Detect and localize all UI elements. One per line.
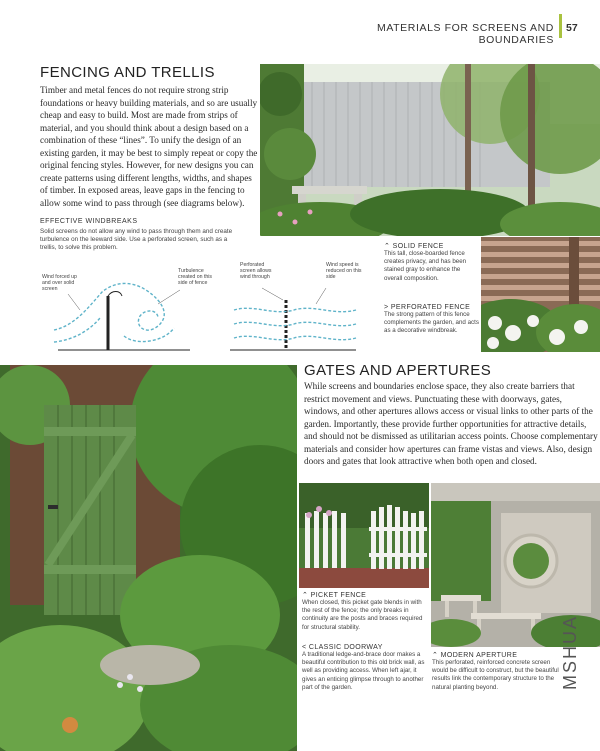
perforated-screen-diagram bbox=[230, 300, 356, 350]
solid-screen-diagram bbox=[54, 283, 190, 350]
gates-body-text: While screens and boundaries enclose space, they also create barriers that restrict movement and views. Punctuating these with doorways, gates, windows, and other apertures allows access or visual links to other parts of the garden. Importantly, these provide further opportunities for attractive details, and should not be dismissed as utilitarian access points. Choose complementary materials and consider how apertures can frame vistas and views. Also, design doors and gates that look attractive when both open and closed. bbox=[304, 381, 598, 466]
caption-solid-fence-text: This tall, close-boarded fence creates privacy, and has been stained gray to enhance the overall composition. bbox=[384, 250, 467, 282]
caption-classic-doorway-title bbox=[302, 644, 426, 651]
diagram-label-reduced: Wind speed is reduced on this side bbox=[326, 262, 362, 280]
running-header-title: MATERIALS FOR SCREENS AND BOUNDARIES bbox=[376, 22, 554, 46]
perforated-fence-photo bbox=[481, 237, 600, 352]
caption-perforated-fence-text: The strong pattern of this fence complements the garden, and acts as a decorative windbreak. bbox=[384, 311, 479, 335]
fencing-body-text: Timber and metal fences do not require strong strip foundations or heavy building materials, and so are usually cheap and easy to build. Most are made from strips of material, and you should think about a design based on a combination of these “lines”. To unify the design of an existing garden, it may be best to simply repeat or copy the original fencing styles. However, for new designs you can create patterns using different lengths, widths, and shapes of timber. In exposed areas, leave gaps in the fencing to allow some wind to pass through (see diagrams below). bbox=[40, 85, 258, 208]
caption-perforated-fence bbox=[384, 304, 480, 336]
caption-modern-aperture-title-text: MODERN APERTURE bbox=[440, 652, 518, 659]
diagram-label-turbulence: Turbulence created on this side of fence bbox=[178, 268, 213, 286]
picket-fence-photo bbox=[299, 483, 429, 588]
diagram-label-perforated: Perforated screen allows wind through bbox=[240, 262, 272, 280]
fencing-heading: FENCING AND TRELLIS bbox=[40, 64, 215, 81]
diagram-label-wind-forced: Wind forced up and over solid screen bbox=[42, 274, 77, 292]
windbreaks-heading: EFFECTIVE WINDBREAKS bbox=[40, 218, 138, 225]
caption-solid-fence-title bbox=[384, 242, 480, 250]
caption-picket-fence bbox=[302, 591, 426, 632]
caption-perforated-fence-title bbox=[384, 304, 480, 311]
caption-solid-fence-title-text: SOLID FENCE bbox=[392, 243, 444, 250]
caption-modern-aperture-text: This perforated, reinforced concrete screen would be difficult to construct, but the beautiful results link the contemporary structure to the natural planting beyond. bbox=[432, 659, 559, 691]
caption-picket-fence-text: When closed, this picket gate blends in with the rest of the fence; the only breaks in continuity are the posts and braces required for structural stability. bbox=[302, 599, 423, 631]
caret-right-icon: > bbox=[384, 304, 389, 311]
caption-perforated-fence-title-text: PERFORATED FENCE bbox=[390, 304, 471, 311]
caption-picket-fence-title bbox=[302, 591, 426, 599]
page-number: 57 bbox=[566, 22, 578, 34]
caret-up-icon: ⌃ bbox=[384, 243, 391, 250]
windbreaks-text: Solid screens do not allow any wind to pass through them and create turbulence on the leeward side. Use a perforated screen, such as a trellis, to solve this problem. bbox=[40, 228, 233, 252]
caption-classic-doorway bbox=[302, 644, 426, 692]
caption-solid-fence bbox=[384, 242, 480, 283]
watermark: MSHUA bbox=[560, 614, 580, 690]
caption-classic-doorway-text: A traditional ledge-and-brace door makes a beautiful contribution to this old brick wall, as well as providing access. When left ajar, it gives an enticing glimpse through to another part of the garden. bbox=[302, 651, 425, 691]
caption-modern-aperture bbox=[432, 651, 560, 692]
header-accent-rule bbox=[559, 14, 562, 38]
caret-left-icon: < bbox=[302, 644, 307, 651]
caption-classic-doorway-title-text: CLASSIC DOORWAY bbox=[308, 644, 383, 651]
caret-up-icon: ⌃ bbox=[432, 652, 439, 659]
caret-up-icon: ⌃ bbox=[302, 592, 309, 599]
gates-heading: GATES AND APERTURES bbox=[304, 362, 492, 379]
caption-picket-fence-title-text: PICKET FENCE bbox=[310, 592, 367, 599]
caption-modern-aperture-title bbox=[432, 651, 560, 659]
classic-doorway-photo bbox=[0, 365, 297, 751]
solid-fence-photo bbox=[260, 64, 600, 236]
windbreak-diagrams bbox=[40, 280, 360, 356]
